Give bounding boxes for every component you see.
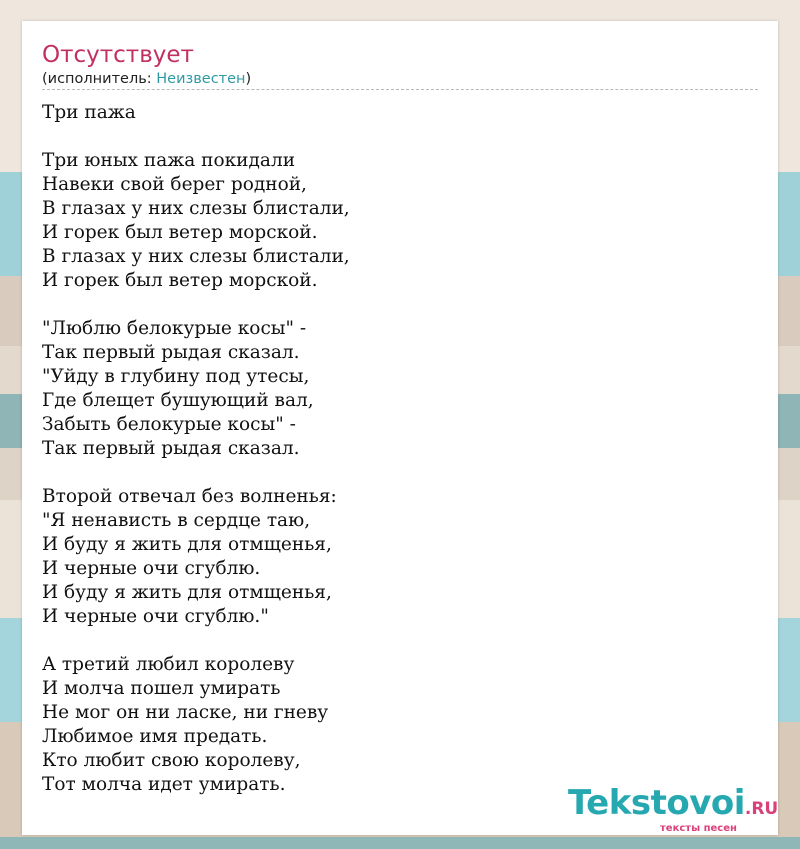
divider [42,89,758,90]
song-title: Отсутствует [42,42,194,68]
logo-name: Tekstovoi [568,783,745,823]
site-logo[interactable] [568,783,778,833]
artist-link[interactable]: Неизвестен [156,71,246,87]
logo-tagline: тексты песен [660,823,737,834]
artist-line [42,71,251,87]
lyrics-text: Три пажа Три юных пажа покидали Навеки свой берег родной, В глазах у них слезы блистали, И горек был ветер морской. В глазах у них слезы блистали, И горек был ветер морской. "Люблю белокурые косы" - Так первый рыдая сказал. "Уйду в глубину под утесы, Где блещет бушующий вал, Забыть белокурые косы" - Так первый рыдая сказал. Второй отвечал без волненья: "Я ненависть в сердце таю, И буду я жить для отмщенья, И черные очи сгублю. И буду я жить для отмщенья, И черные очи сгублю." А третий любил королеву И молча пошел умирать Не мог он ни ласке, ни гневу Любимое имя предать. Кто любит свою королеву, Тот молча идет умирать. [42,102,350,795]
artist-prefix: (исполнитель: [42,71,157,87]
lyrics-card [22,21,778,835]
bottom-bar [0,837,800,849]
artist-suffix: ) [245,71,252,87]
logo-wordmark [568,783,778,823]
logo-tld: .RU [744,799,779,819]
